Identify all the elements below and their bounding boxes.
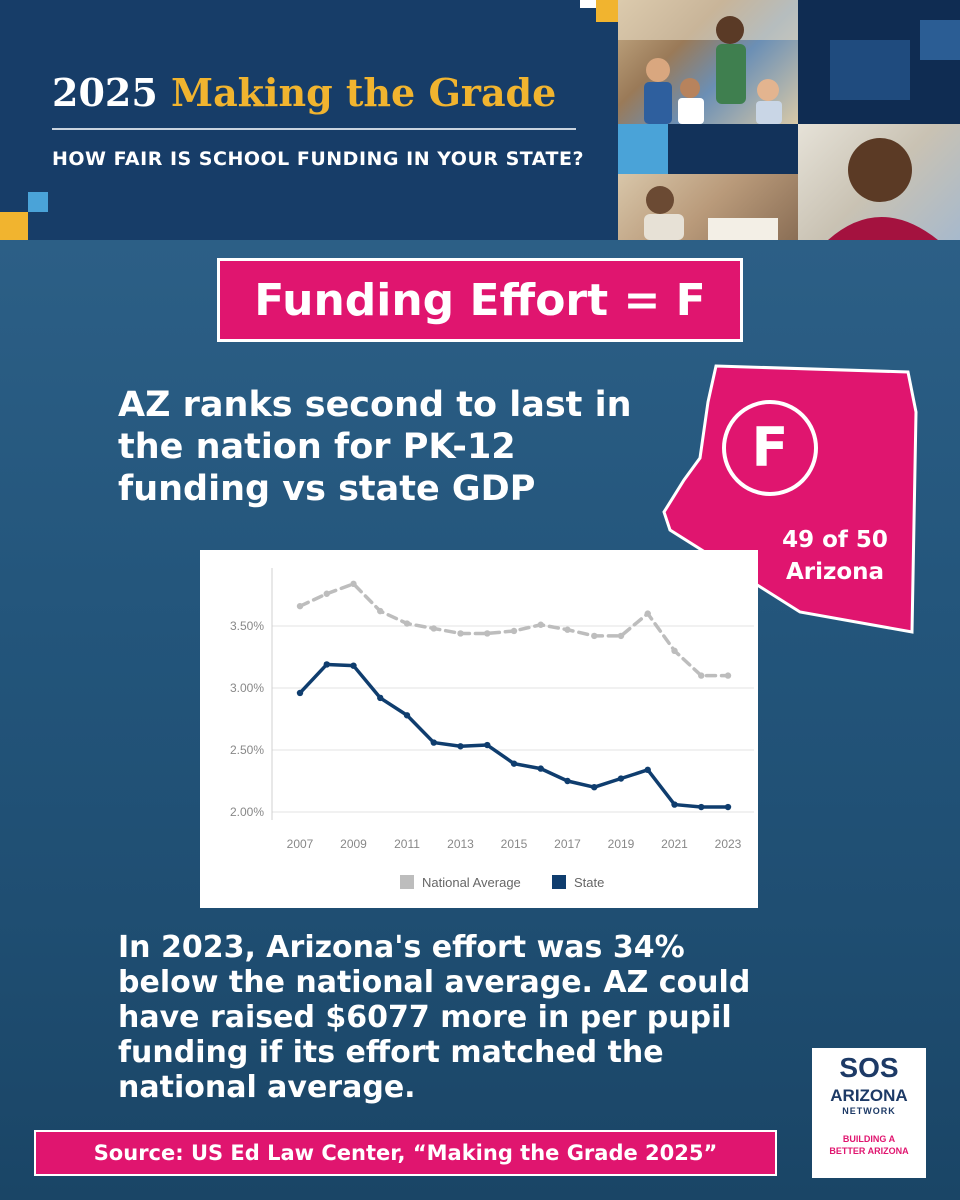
legend-swatch xyxy=(400,875,414,889)
data-point-national-average xyxy=(618,633,624,639)
classroom-photo-teacher xyxy=(618,0,798,124)
decor-square xyxy=(596,0,618,22)
x-tick-label: 2017 xyxy=(554,837,581,851)
x-tick-label: 2019 xyxy=(607,837,635,851)
classroom-photo-boy xyxy=(798,124,960,240)
legend-label: State xyxy=(574,875,605,890)
decor-square xyxy=(830,40,910,100)
source-citation: Source: US Ed Law Center, “Making the Grade 2025” xyxy=(34,1130,777,1176)
page-title xyxy=(52,70,556,115)
logo-tagline: BUILDING A xyxy=(842,1134,896,1144)
decor-square xyxy=(580,0,596,8)
chart-card xyxy=(200,550,758,908)
data-point-state xyxy=(297,690,303,696)
rank-label xyxy=(760,524,910,588)
classroom-illustration xyxy=(618,0,798,124)
x-tick-label: 2011 xyxy=(394,837,420,851)
rank-value: 49 of 50 xyxy=(782,527,888,553)
girl-writing-illustration xyxy=(618,174,798,240)
logo-sos: SOS xyxy=(839,1052,899,1083)
y-tick-label: 3.50% xyxy=(229,619,264,633)
x-tick-label: 2023 xyxy=(714,837,742,851)
data-point-national-average xyxy=(698,672,704,678)
header-banner xyxy=(0,0,960,240)
data-point-national-average xyxy=(538,622,544,628)
y-tick-label: 2.00% xyxy=(229,805,264,819)
logo-network: NETWORK xyxy=(842,1106,896,1116)
title-divider xyxy=(52,128,576,130)
x-tick-label: 2015 xyxy=(500,837,528,851)
logo-tagline: BETTER ARIZONA xyxy=(829,1146,909,1156)
data-point-national-average xyxy=(324,591,330,597)
decor-square xyxy=(0,212,28,240)
data-point-state xyxy=(484,742,490,748)
data-point-national-average xyxy=(404,620,410,626)
series-line-state xyxy=(300,664,728,807)
grade-banner: Funding Effort = F xyxy=(217,258,743,342)
data-point-state xyxy=(404,712,410,718)
data-point-state xyxy=(591,784,597,790)
x-tick-label: 2021 xyxy=(661,837,688,851)
data-point-national-average xyxy=(297,603,303,609)
legend-label: National Average xyxy=(422,875,521,890)
data-point-state xyxy=(511,760,517,766)
data-point-state xyxy=(377,695,383,701)
data-point-national-average xyxy=(511,628,517,634)
data-point-state xyxy=(725,804,731,810)
decor-square xyxy=(920,20,960,60)
y-tick-label: 2.50% xyxy=(229,743,264,757)
sos-arizona-logo xyxy=(812,1048,926,1178)
x-tick-label: 2013 xyxy=(447,837,474,851)
classroom-photo-girl xyxy=(618,174,798,240)
data-point-state xyxy=(564,778,570,784)
decor-square xyxy=(618,124,668,174)
data-point-national-average xyxy=(671,648,677,654)
data-point-national-average xyxy=(350,581,356,587)
data-point-national-average xyxy=(591,633,597,639)
funding-effort-chart xyxy=(200,550,758,908)
data-point-national-average xyxy=(725,672,731,678)
data-point-national-average xyxy=(645,610,651,616)
data-point-state xyxy=(671,801,677,807)
data-point-state xyxy=(538,765,544,771)
title-main: Making the Grade xyxy=(171,70,557,115)
title-year: 2025 xyxy=(52,70,158,115)
data-point-state xyxy=(324,661,330,667)
smiling-boy-illustration xyxy=(798,124,960,240)
legend-swatch xyxy=(552,875,566,889)
page-subtitle: HOW FAIR IS SCHOOL FUNDING IN YOUR STATE? xyxy=(52,148,584,170)
data-point-national-average xyxy=(484,630,490,636)
data-point-state xyxy=(645,767,651,773)
data-point-state xyxy=(618,775,624,781)
body-text: In 2023, Arizona's effort was 34% below the national average. AZ could have raised $6077 more in per pupil funding if its effort matched the national average. xyxy=(118,930,751,1105)
y-tick-label: 3.00% xyxy=(229,681,264,695)
data-point-national-average xyxy=(377,608,383,614)
data-point-state xyxy=(431,739,437,745)
decor-square xyxy=(28,192,48,212)
x-tick-label: 2009 xyxy=(340,837,367,851)
data-point-state xyxy=(457,743,463,749)
data-point-national-average xyxy=(457,630,463,636)
headline-text: AZ ranks second to last in the nation for PK-12 funding vs state GDP xyxy=(118,385,632,509)
x-tick-label: 2007 xyxy=(286,837,314,851)
data-point-national-average xyxy=(564,627,570,633)
decor-square xyxy=(668,124,798,174)
data-point-state xyxy=(698,804,704,810)
data-point-state xyxy=(350,662,356,668)
logo-arizona: ARIZONA xyxy=(830,1086,908,1105)
grade-letter: F xyxy=(751,416,789,479)
data-point-national-average xyxy=(431,625,437,631)
rank-state: Arizona xyxy=(785,559,885,585)
